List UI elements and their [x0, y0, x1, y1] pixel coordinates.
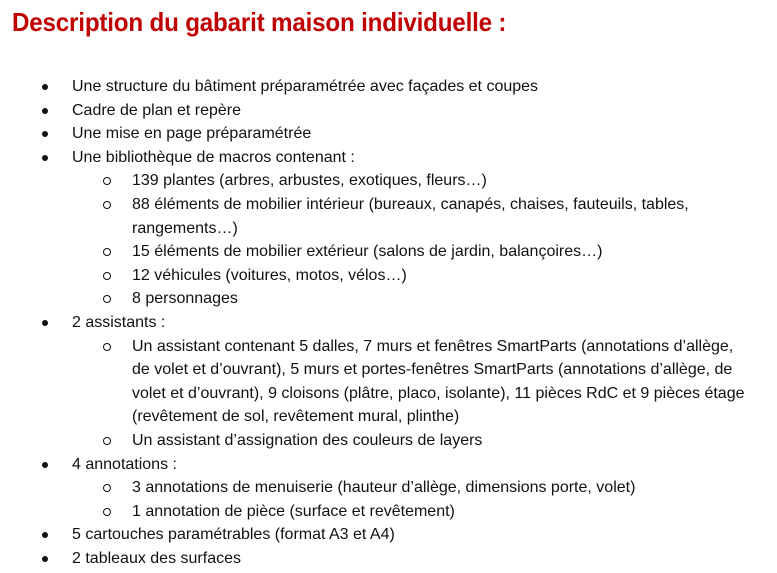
circle-bullet-icon: [103, 248, 111, 256]
sub-list-item: [0, 169, 765, 193]
bullet-icon: [42, 462, 48, 468]
sub-list: [0, 335, 765, 453]
list-item: [0, 311, 777, 453]
sub-list-item: [0, 240, 765, 264]
bullet-icon: [42, 320, 48, 326]
bullet-icon: [42, 84, 48, 90]
page-title: Description du gabarit maison individuelle :: [12, 7, 507, 37]
sub-list-item-text: 8 personnages: [132, 290, 238, 308]
bullet-icon: [42, 108, 48, 114]
circle-bullet-icon: [103, 508, 111, 516]
circle-bullet-icon: [103, 272, 111, 280]
sub-list-item: [0, 335, 765, 429]
sub-list-item-text: 15 éléments de mobilier extérieur (salons de jardin, balançoires…): [132, 243, 603, 261]
circle-bullet-icon: [103, 437, 111, 445]
sub-list-item: [0, 500, 765, 524]
sub-list: [0, 169, 765, 311]
list-item-text: 2 tableaux des surfaces: [72, 549, 241, 567]
list-item-text: 4 annotations :: [72, 455, 177, 473]
list-item: [0, 523, 777, 547]
list-item-text: 2 assistants :: [72, 313, 166, 331]
bullet-icon: [42, 155, 48, 161]
list-item: [0, 547, 777, 571]
description-content: [0, 75, 777, 570]
list-item: [0, 146, 777, 311]
list-item-text: 5 cartouches paramétrables (format A3 et A4): [72, 526, 395, 544]
list-item-text: Une structure du bâtiment préparamétrée avec façades et coupes: [72, 78, 539, 95]
bullet-icon: [42, 532, 48, 538]
bullet-list: [0, 75, 777, 570]
sub-list-item: [0, 429, 765, 453]
sub-list-item-text: 3 annotations de menuiserie (hauteur d’allège, dimensions porte, volet): [132, 479, 636, 497]
sub-list-item-text: 139 plantes (arbres, arbustes, exotiques, fleurs…): [132, 172, 487, 190]
sub-list-item-text: 88 éléments de mobilier intérieur (bureaux, canapés, chaises, fauteuils, tables, rangements…): [132, 195, 689, 237]
circle-bullet-icon: [103, 484, 111, 492]
list-item-text: Une mise en page préparamétrée: [72, 125, 312, 143]
sub-list-item-text: 12 véhicules (voitures, motos, vélos…): [132, 266, 407, 284]
list-item: [0, 122, 777, 146]
circle-bullet-icon: [103, 201, 111, 209]
list-item: [0, 453, 777, 524]
sub-list-item: [0, 476, 765, 500]
list-item-text: Une bibliothèque de macros contenant :: [72, 148, 355, 166]
bullet-icon: [42, 556, 48, 562]
sub-list-item-text: 1 annotation de pièce (surface et revêtement): [132, 502, 455, 520]
sub-list-item: [0, 264, 765, 288]
list-item-text: Cadre de plan et repère: [72, 101, 241, 119]
sub-list-item-text: Un assistant contenant 5 dalles, 7 murs et fenêtres SmartParts (annotations d’allège, de volet et d’ouvrant), 5 murs et portes-fenêtres SmartParts (annotations d’allège, de volet et d’ouvrant), 9 cloisons (plâtre, placo, isolante), 11 pièces RdC et 9 pièces étage (revêtement de sol, revêtement mural, plinthe): [132, 337, 745, 426]
sub-list-item: [0, 193, 765, 240]
circle-bullet-icon: [103, 343, 111, 351]
sub-list-item-text: Un assistant d’assignation des couleurs de layers: [132, 431, 483, 449]
circle-bullet-icon: [103, 295, 111, 303]
sub-list-item: [0, 287, 765, 311]
list-item: [0, 75, 777, 99]
sub-list: [0, 476, 765, 523]
bullet-icon: [42, 131, 48, 137]
list-item: [0, 99, 777, 123]
circle-bullet-icon: [103, 177, 111, 185]
